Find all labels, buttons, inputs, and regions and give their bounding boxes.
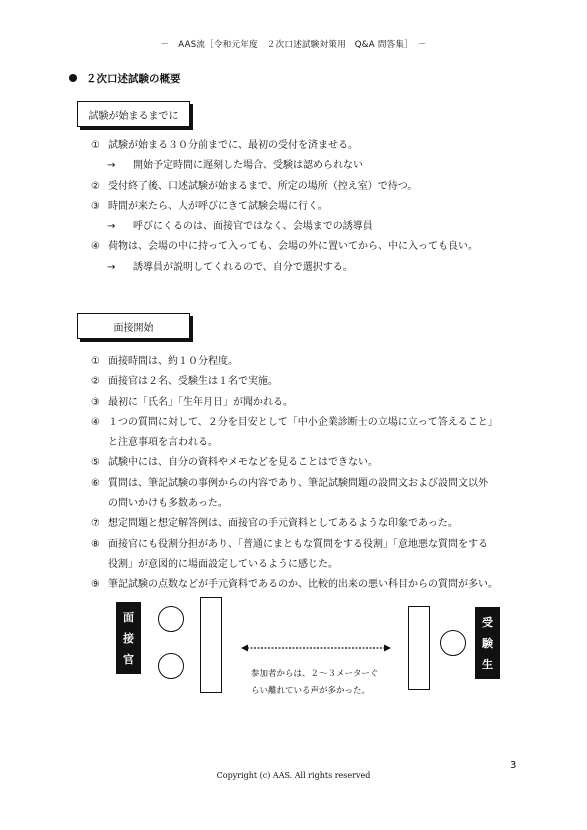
item-number: ② (91, 180, 100, 192)
list-item-note (91, 258, 478, 278)
interviewer-nameplate (116, 602, 141, 674)
list-item (91, 575, 498, 595)
arrow-icon: → (107, 160, 116, 172)
page-number: 3 (510, 760, 517, 771)
list-item (91, 352, 498, 372)
item-text: 試験が始まる３０分前までに、最初の受付を済ませる。 (108, 140, 358, 151)
item-text: 試験中には、自分の資料やメモなどを見ることはできない。 (108, 457, 378, 469)
list-item (91, 237, 478, 257)
item-text: と注意事項を言われる。 (108, 437, 218, 449)
item-text: 筆記試験の点数などが手元資料であるのか、比較的出来の悪い科目からの質問が多い。 (108, 579, 498, 591)
list-item (91, 197, 478, 217)
box-interview-start (77, 313, 190, 339)
list-item (91, 535, 498, 555)
list-item-continuation (91, 494, 498, 514)
interviewer-2-seat (158, 653, 184, 679)
list-item (91, 453, 498, 473)
arrow-icon: → (107, 221, 116, 233)
examinee-desk (408, 606, 430, 690)
item-text: 荷物は、会場の中に持って入っても、会場の外に置いてから、中に入っても良い。 (108, 241, 478, 253)
item-text: 開始予定時間に遅刻した場合、受験は認められない (133, 160, 363, 172)
section-title (69, 71, 181, 86)
item-number: ⑦ (91, 518, 100, 530)
interviewer-1-seat (158, 606, 184, 632)
list-item (91, 372, 498, 392)
item-text: 誘導員が説明してくれるので、自分で選択する。 (133, 261, 353, 273)
nameplate-char: 官 (123, 652, 134, 666)
distance-arrow (241, 643, 391, 653)
nameplate-char: 接 (123, 631, 134, 645)
distance-note-line: 参加者からは、２～３メーターぐ (251, 669, 379, 679)
item-text: 面接時間は、約１０分程度。 (108, 356, 238, 367)
distance-note-line: らい離れている声が多かった。 (251, 686, 371, 696)
interviewer-desk (200, 597, 222, 693)
item-text: 想定問題と想定解答例は、面接官の手元資料としてあるような印象であった。 (108, 518, 458, 530)
item-number: ② (91, 376, 100, 388)
box-interview-start-label: 面接開始 (113, 322, 154, 334)
nameplate-char: 生 (482, 657, 493, 671)
item-text: の問いかけも多数あった。 (108, 498, 228, 510)
item-text: 受付終了後、口述試験が始まるまで、所定の場所（控え室）で待つ。 (108, 180, 418, 192)
before-exam-list (91, 136, 478, 278)
examinee-nameplate (475, 607, 500, 679)
list-item (91, 413, 498, 433)
nameplate-char: 面 (123, 610, 134, 624)
item-number: ④ (91, 416, 100, 428)
list-item-note (91, 217, 478, 237)
examinee-seat (440, 630, 466, 656)
item-number: ③ (91, 200, 100, 212)
item-text: 質問は、筆記試験の事例からの内容であり、筆記試験問題の設問文および設問文以外 (108, 477, 488, 489)
distance-arrow-head-right (384, 645, 391, 652)
item-text: 最初に「氏名」「生年月日」が聞かれる。 (108, 396, 293, 408)
nameplate-char: 受 (482, 615, 493, 629)
item-number: ① (91, 356, 100, 367)
box-before-exam (77, 101, 190, 127)
list-item (91, 136, 478, 156)
page-header: － AAS流［令和元年度 ２次口述試験対策用 Q&A 問答集］ － (160, 40, 427, 50)
list-item-continuation (91, 433, 498, 453)
list-item (91, 177, 478, 197)
item-number: ⑨ (91, 579, 100, 591)
interview-list (91, 352, 498, 596)
item-text: 呼びにくるのは、面接官ではなく、会場までの誘導員 (133, 221, 373, 233)
item-text: 面接官にも役割分担があり、「普通にまともな質問をする役割」「意地悪な質問をする (108, 538, 488, 550)
section-title-text: ２次口述試験の概要 (86, 73, 181, 85)
item-text: 時間が来たら、人が呼びにきて試験会場に行く。 (108, 200, 328, 212)
list-item (91, 474, 498, 494)
nameplate-char: 験 (482, 636, 493, 650)
item-number: ⑥ (91, 477, 100, 489)
bullet-icon (69, 74, 77, 82)
item-number: ⑤ (91, 457, 100, 469)
list-item-note (91, 156, 478, 176)
item-number: ⑧ (91, 538, 100, 550)
item-text: 役割」が意図的に場面設定しているように感じた。 (108, 558, 338, 570)
item-number: ④ (91, 241, 100, 253)
list-item (91, 514, 498, 534)
list-item-continuation (91, 555, 498, 575)
item-number: ③ (91, 396, 100, 408)
item-text: 面接官は２名、受験生は１名で実施。 (108, 376, 278, 388)
arrow-icon: → (107, 261, 116, 273)
list-item (91, 393, 498, 413)
distance-arrow-head-left (241, 645, 248, 652)
copyright-notice: Copyright (c) AAS. All rights reserved (216, 771, 371, 780)
item-text: １つの質問に対して、２分を目安として「中小企業診断士の立場に立って答えること」 (108, 416, 498, 428)
item-number: ① (91, 140, 100, 151)
distance-note (251, 666, 379, 700)
box-before-exam-label: 試験が始まるまでに (88, 110, 179, 122)
